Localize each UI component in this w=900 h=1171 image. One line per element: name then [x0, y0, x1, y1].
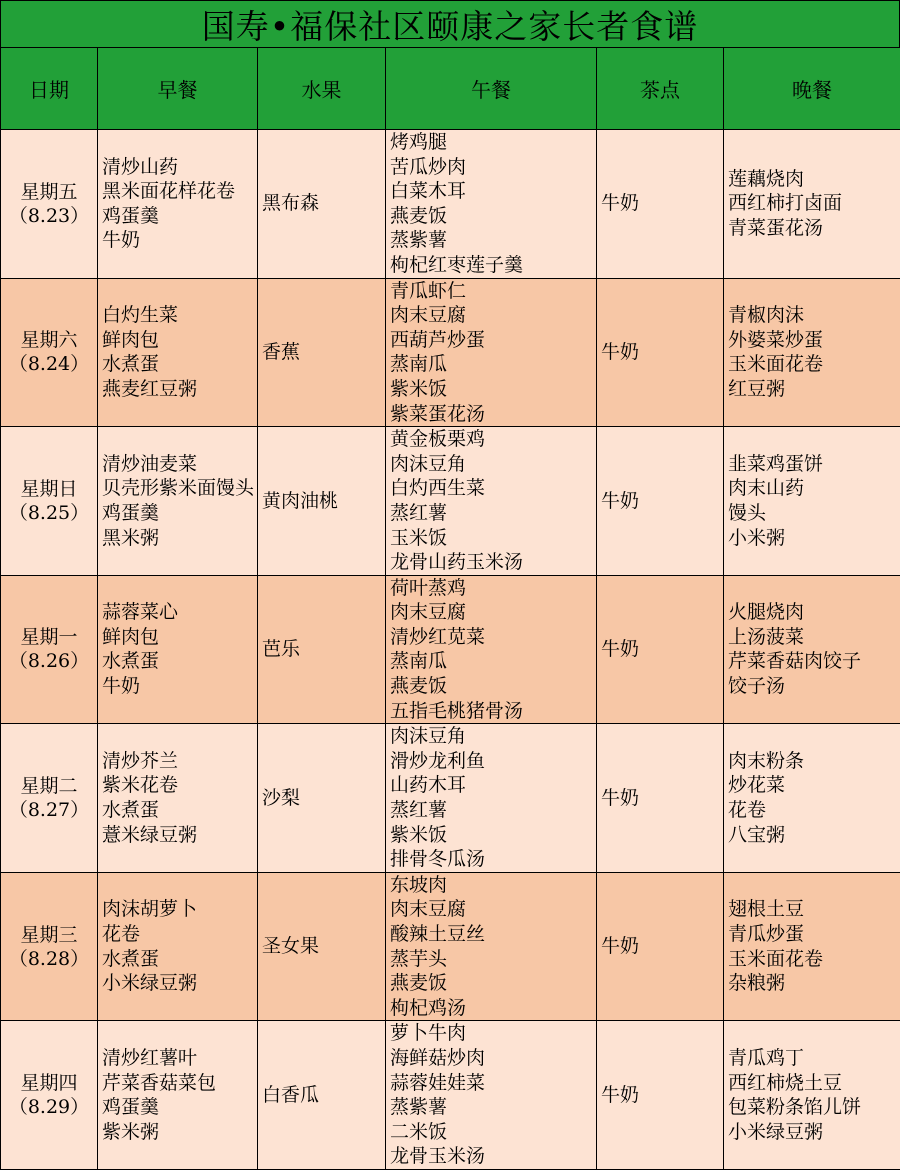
dinner-cell	[724, 427, 900, 576]
breakfast-cell	[98, 724, 258, 873]
lunch-cell	[386, 130, 597, 279]
lunch-item: 蒸紫薯	[390, 1096, 448, 1119]
dinner-item: 玉米面花卷	[728, 947, 824, 970]
header-breakfast: 早餐	[98, 48, 258, 130]
lunch-cell	[386, 427, 597, 576]
header-lunch: 午餐	[386, 48, 597, 130]
lunch-cell	[386, 278, 597, 427]
lunch-item: 肉沫豆角	[390, 725, 467, 748]
date: （8.29）	[8, 1096, 90, 1119]
breakfast-item: 清炒芥兰	[102, 749, 179, 772]
date: （8.23）	[8, 204, 90, 227]
dinner-item: 八宝粥	[728, 823, 786, 846]
breakfast-item: 紫米花卷	[102, 774, 179, 797]
breakfast-cell	[98, 575, 258, 724]
weekday: 星期一	[20, 626, 78, 649]
fruit-cell: 香蕉	[258, 278, 386, 427]
table-row	[1, 724, 900, 873]
dinner-item: 肉末山药	[728, 477, 805, 500]
breakfast-item: 紫米粥	[102, 1120, 160, 1143]
breakfast-item: 鲜肉包	[102, 328, 160, 351]
dinner-item: 玉米面花卷	[728, 353, 824, 376]
lunch-item: 枸杞鸡汤	[390, 996, 467, 1019]
dinner-item: 青椒肉沫	[728, 304, 805, 327]
lunch-item: 青瓜虾仁	[390, 279, 467, 302]
lunch-item: 蒸紫薯	[390, 229, 448, 252]
table-row	[1, 1021, 900, 1170]
lunch-item: 蒸红薯	[390, 501, 448, 524]
header-fruit: 水果	[258, 48, 386, 130]
lunch-item: 黄金板栗鸡	[390, 428, 486, 451]
breakfast-item: 芹菜香菇菜包	[102, 1071, 217, 1094]
breakfast-item: 水煮蛋	[102, 799, 160, 822]
lunch-cell	[386, 724, 597, 873]
weekday: 星期日	[20, 477, 78, 500]
dinner-item: 包菜粉条馅儿饼	[728, 1096, 862, 1119]
breakfast-item: 小米绿豆粥	[102, 972, 198, 995]
dinner-item: 韭菜鸡蛋饼	[728, 452, 824, 475]
header-snack: 茶点	[597, 48, 724, 130]
lunch-item: 蒸红薯	[390, 799, 448, 822]
breakfast-item: 水煮蛋	[102, 353, 160, 376]
table-row	[1, 278, 900, 427]
dinner-item: 饺子汤	[728, 675, 786, 698]
lunch-item: 山药木耳	[390, 774, 467, 797]
dinner-item: 翅根土豆	[728, 898, 805, 921]
snack-cell: 牛奶	[597, 130, 724, 279]
dinner-cell	[724, 575, 900, 724]
dinner-cell	[724, 724, 900, 873]
lunch-item: 二米饭	[390, 1120, 448, 1143]
lunch-item: 萝卜牛肉	[390, 1022, 467, 1045]
lunch-item: 排骨冬瓜汤	[390, 848, 486, 871]
dinner-item: 西红柿烧土豆	[728, 1071, 843, 1094]
lunch-item: 蒸南瓜	[390, 650, 448, 673]
dinner-item: 花卷	[728, 799, 767, 822]
snack-cell: 牛奶	[597, 278, 724, 427]
menu-title: 国寿•福保社区颐康之家长者食谱	[0, 0, 900, 48]
lunch-item: 紫米饭	[390, 823, 448, 846]
day-cell	[1, 130, 98, 279]
lunch-item: 燕麦饭	[390, 204, 448, 227]
lunch-item: 蒸芋头	[390, 947, 448, 970]
snack-cell: 牛奶	[597, 872, 724, 1021]
dinner-item: 西红柿打卤面	[728, 192, 843, 215]
lunch-item: 酸辣土豆丝	[390, 923, 486, 945]
lunch-item: 清炒红苋菜	[390, 625, 486, 648]
breakfast-item: 黑米粥	[102, 526, 160, 549]
breakfast-item: 鲜肉包	[102, 625, 160, 648]
day-cell	[1, 278, 98, 427]
lunch-item: 滑炒龙利鱼	[390, 749, 486, 772]
dinner-item: 杂粮粥	[728, 972, 786, 995]
lunch-item: 荷叶蒸鸡	[390, 576, 467, 599]
day-cell	[1, 575, 98, 724]
date: （8.28）	[8, 947, 90, 970]
lunch-item: 龙骨山药玉米汤	[390, 551, 524, 574]
table-row	[1, 130, 900, 279]
breakfast-item: 鸡蛋羹	[102, 501, 160, 524]
lunch-item: 蒜蓉娃娃菜	[390, 1071, 486, 1094]
date: （8.26）	[8, 650, 90, 673]
lunch-item: 紫菜蛋花汤	[390, 402, 486, 425]
fruit-cell: 黑布森	[258, 130, 386, 279]
lunch-item: 白灼西生菜	[390, 477, 486, 500]
breakfast-item: 蒜蓉菜心	[102, 601, 179, 624]
dinner-item: 上汤菠菜	[728, 625, 805, 648]
breakfast-item: 燕麦红豆粥	[102, 377, 198, 400]
day-cell	[1, 427, 98, 576]
fruit-cell: 沙梨	[258, 724, 386, 873]
lunch-item: 东坡肉	[390, 873, 448, 896]
weekday: 星期四	[20, 1072, 78, 1095]
lunch-item: 龙骨玉米汤	[390, 1145, 486, 1168]
breakfast-cell	[98, 872, 258, 1021]
weekday: 星期三	[20, 923, 78, 946]
breakfast-item: 牛奶	[102, 229, 141, 252]
day-cell	[1, 1021, 98, 1170]
header-date: 日期	[1, 48, 98, 130]
breakfast-cell	[98, 1021, 258, 1170]
weekday: 星期二	[20, 775, 78, 798]
dinner-item: 肉末粉条	[728, 749, 805, 772]
lunch-item: 肉末豆腐	[390, 601, 467, 624]
dinner-cell	[724, 278, 900, 427]
breakfast-item: 水煮蛋	[102, 650, 160, 673]
lunch-item: 蒸南瓜	[390, 353, 448, 376]
dinner-item: 青菜蛋花汤	[728, 217, 824, 240]
breakfast-item: 肉沫胡萝卜	[102, 898, 198, 921]
lunch-item: 五指毛桃猪骨汤	[390, 699, 524, 722]
lunch-item: 肉末豆腐	[390, 898, 467, 921]
table-row	[1, 427, 900, 576]
dinner-item: 青瓜鸡丁	[728, 1046, 805, 1069]
menu-table	[0, 47, 900, 1170]
breakfast-cell	[98, 278, 258, 427]
snack-cell: 牛奶	[597, 575, 724, 724]
date: （8.25）	[8, 501, 90, 524]
lunch-item: 玉米饭	[390, 526, 448, 549]
snack-cell: 牛奶	[597, 1021, 724, 1170]
dinner-cell	[724, 1021, 900, 1170]
lunch-item: 苦瓜炒肉	[390, 155, 467, 178]
dinner-item: 馒头	[728, 501, 767, 524]
weekday: 星期六	[20, 329, 78, 352]
lunch-item: 肉沫豆角	[390, 452, 467, 475]
dinner-item: 炒花菜	[728, 774, 786, 797]
breakfast-item: 鸡蛋羹	[102, 1096, 160, 1119]
date: （8.27）	[8, 799, 90, 822]
fruit-cell: 芭乐	[258, 575, 386, 724]
header-dinner: 晚餐	[724, 48, 900, 130]
breakfast-cell	[98, 427, 258, 576]
lunch-item: 枸杞红枣莲子羹	[390, 253, 524, 276]
breakfast-item: 清炒油麦菜	[102, 452, 198, 475]
day-cell	[1, 872, 98, 1021]
lunch-item: 紫米饭	[390, 377, 448, 400]
header-row	[1, 48, 900, 130]
weekday: 星期五	[20, 180, 78, 203]
lunch-item: 烤鸡腿	[390, 131, 448, 153]
breakfast-item: 水煮蛋	[102, 947, 160, 970]
lunch-item: 白菜木耳	[390, 180, 467, 203]
breakfast-item: 牛奶	[102, 675, 141, 698]
table-row	[1, 872, 900, 1021]
lunch-cell	[386, 872, 597, 1021]
dinner-item: 莲藕烧肉	[728, 167, 805, 190]
date: （8.24）	[8, 353, 90, 376]
dinner-item: 火腿烧肉	[728, 601, 805, 624]
breakfast-item: 黑米面花样花卷	[102, 180, 236, 203]
lunch-item: 燕麦饭	[390, 675, 448, 698]
dinner-item: 红豆粥	[728, 377, 786, 400]
dinner-cell	[724, 130, 900, 279]
day-cell	[1, 724, 98, 873]
fruit-cell: 圣女果	[258, 872, 386, 1021]
fruit-cell: 黄肉油桃	[258, 427, 386, 576]
lunch-item: 肉末豆腐	[390, 304, 467, 327]
table-row	[1, 575, 900, 724]
breakfast-item: 贝壳形紫米面馒头	[102, 477, 255, 500]
breakfast-item: 清炒山药	[102, 155, 179, 178]
lunch-cell	[386, 575, 597, 724]
breakfast-item: 薏米绿豆粥	[102, 823, 198, 846]
dinner-cell	[724, 872, 900, 1021]
breakfast-item: 白灼生菜	[102, 304, 179, 327]
snack-cell: 牛奶	[597, 427, 724, 576]
lunch-item: 海鲜菇炒肉	[390, 1046, 486, 1069]
snack-cell: 牛奶	[597, 724, 724, 873]
dinner-item: 青瓜炒蛋	[728, 923, 805, 945]
breakfast-cell	[98, 130, 258, 279]
lunch-item: 西葫芦炒蛋	[390, 328, 486, 351]
breakfast-item: 鸡蛋羹	[102, 204, 160, 227]
dinner-item: 芹菜香菇肉饺子	[728, 650, 862, 673]
menu-body	[1, 130, 900, 1170]
lunch-item: 燕麦饭	[390, 972, 448, 995]
dinner-item: 外婆菜炒蛋	[728, 328, 824, 351]
dinner-item: 小米绿豆粥	[728, 1120, 824, 1143]
breakfast-item: 清炒红薯叶	[102, 1046, 198, 1069]
fruit-cell: 白香瓜	[258, 1021, 386, 1170]
lunch-cell	[386, 1021, 597, 1170]
dinner-item: 小米粥	[728, 526, 786, 549]
breakfast-item: 花卷	[102, 923, 141, 945]
